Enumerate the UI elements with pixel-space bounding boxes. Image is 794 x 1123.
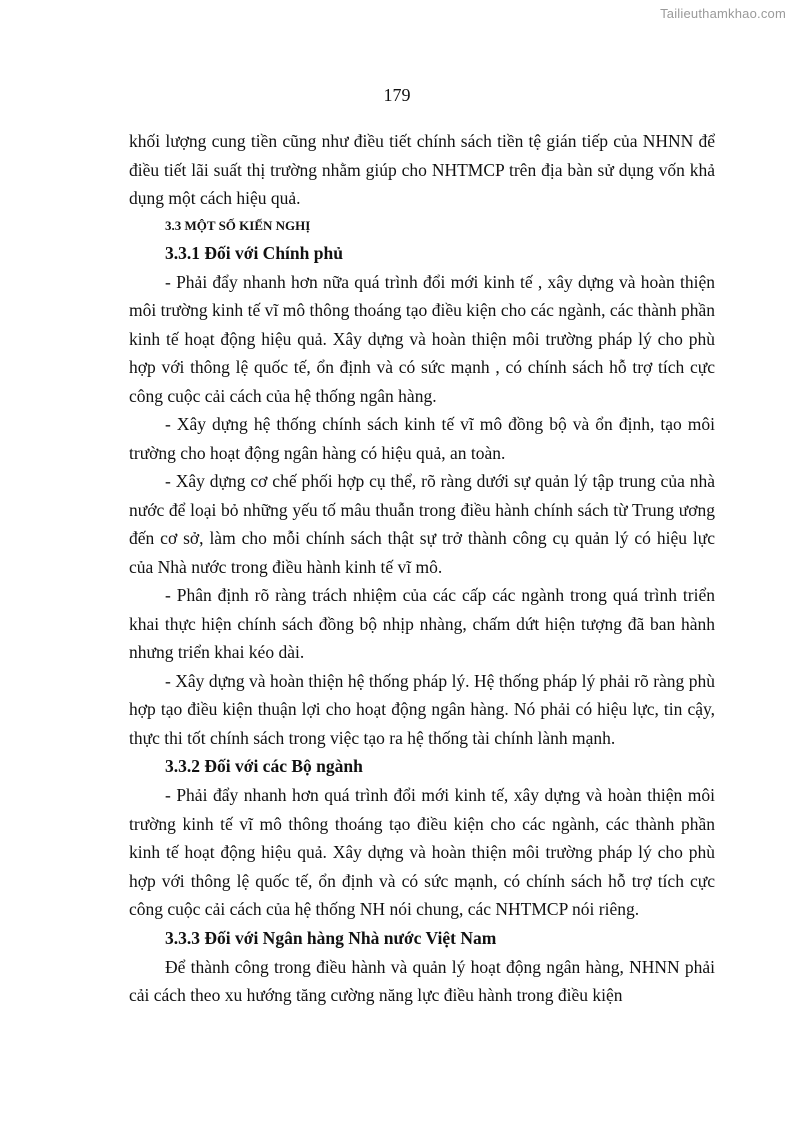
document-body	[129, 127, 715, 1010]
subsection-heading-331: 3.3.1 Đối với Chính phủ	[165, 242, 343, 263]
paragraph-331-5: - Xây dựng và hoàn thiện hệ thống pháp lý. Hệ thống pháp lý phải rõ ràng phù hợp tạo điều kiện thuận lợi cho hoạt động ngân hàng. Nó phải có hiệu lực, tin cậy, thực thi tốt chính sách trong việc tạo ra hệ thống tài chính lành mạnh.	[129, 670, 715, 748]
paragraph-333-1: Để thành công trong điều hành và quản lý hoạt động ngân hàng, NHNN phải cải cách theo xu hướng tăng cường năng lực điều hành trong điều kiện	[129, 956, 715, 1005]
watermark: Tailieuthamkhao.com	[660, 6, 786, 21]
page-number: 179	[383, 85, 411, 105]
paragraph-332-1: - Phải đẩy nhanh hơn quá trình đổi mới kinh tế, xây dựng và hoàn thiện môi trường kinh tế vĩ mô thông thoáng tạo điều kiện cho các ngành, các thành phần kinh tế hoạt động hiệu quả. Xây dựng và hoàn thiện môi trường pháp lý cho phù hợp với thông lệ quốc tế, ổn định và có sức mạnh, có chính sách hỗ trợ tích cực công cuộc cải cách của hệ thống NH nói chung, các NHTMCP nói riêng.	[129, 785, 715, 919]
intro-paragraph: khối lượng cung tiền cũng như điều tiết chính sách tiền tệ gián tiếp của NHNN để điều tiết lãi suất thị trường nhằm giúp cho NHTMCP trên địa bàn sử dụng vốn khả dụng một cách hiệu quả.	[129, 131, 715, 208]
paragraph-331-1: - Phải đẩy nhanh hơn nữa quá trình đổi mới kinh tế , xây dựng và hoàn thiện môi trường kinh tế vĩ mô thông thoáng tạo điều kiện cho các ngành, các thành phần kinh tế hoạt động hiệu quả. Xây dựng và hoàn thiện môi trường pháp lý cho phù hợp với thông lệ quốc tế, ổn định và có sức mạnh , có chính sách hỗ trợ tích cực công cuộc cải cách của hệ thống ngân hàng.	[129, 271, 715, 406]
section-heading: 3.3 MỘT SỐ KIẾN NGHỊ	[165, 217, 311, 233]
subsection-heading-332: 3.3.2 Đối với các Bộ ngành	[165, 756, 363, 776]
paragraph-331-3: - Xây dựng cơ chế phối hợp cụ thể, rõ ràng dưới sự quản lý tập trung của nhà nước để loại bỏ những yếu tố mâu thuẫn trong điều hành chính sách từ Trung ương đến cơ sở, làm cho mỗi chính sách thật sự trở thành công cụ quản lý có hiệu lực của Nhà nước trong điều hành kinh tế vĩ mô.	[129, 471, 715, 577]
subsection-heading-333: 3.3.3 Đối với Ngân hàng Nhà nước Việt Nam	[165, 927, 497, 948]
paragraph-331-2: - Xây dựng hệ thống chính sách kinh tế vĩ mô đồng bộ và ổn định, tạo môi trường cho hoạt động ngân hàng có hiệu quả, an toàn.	[129, 414, 715, 463]
paragraph-331-4: - Phân định rõ ràng trách nhiệm của các cấp các ngành trong quá trình triển khai thực hiện chính sách đồng bộ nhịp nhàng, chấm dứt hiện tượng đã ban hành nhưng triển khai kéo dài.	[129, 585, 715, 662]
